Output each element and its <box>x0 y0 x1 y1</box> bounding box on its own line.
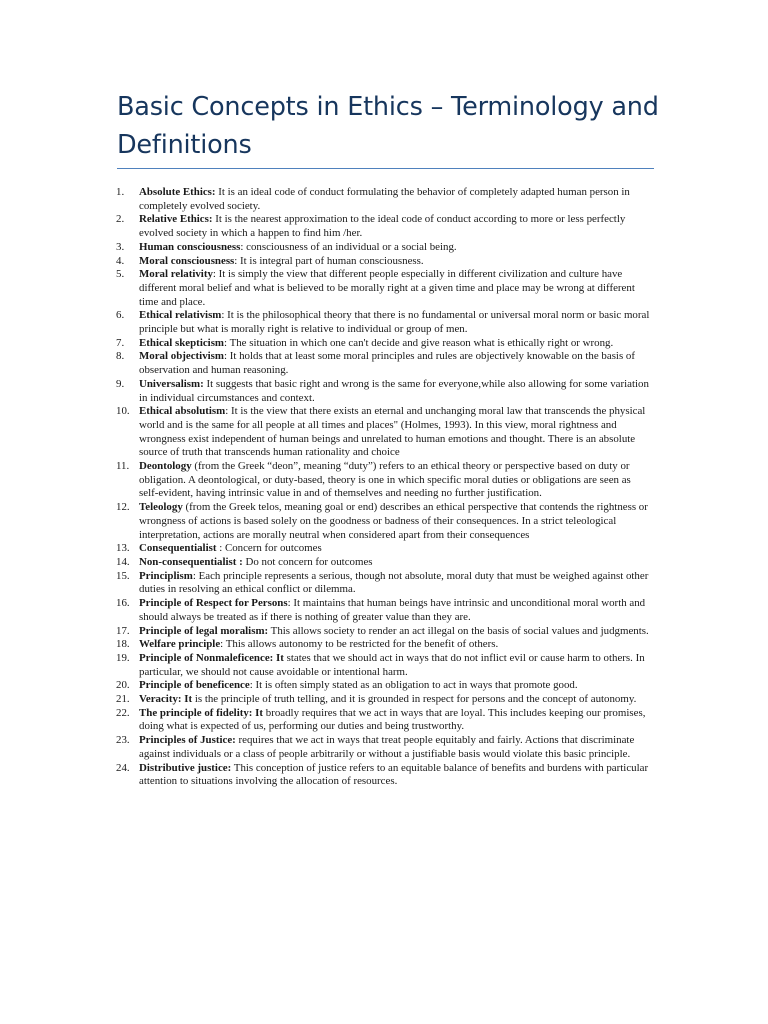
item-definition: : It is integral part of human consciousness. <box>234 254 424 267</box>
item-term: Teleology <box>139 501 183 514</box>
item-number: 19. <box>116 651 130 664</box>
item-number: 23. <box>116 734 130 747</box>
item-definition: : Each principle represents a serious, though not absolute, moral duty that must be weighed against other duties in resolving an ethical conflict or dilemma. <box>139 569 649 596</box>
item-term: Non-consequentialist : <box>139 555 243 568</box>
item-definition: : It is the philosophical theory that there is no fundamental or universal moral norm or basic moral principle but what is morally right is relative to individual or group of men. <box>139 309 650 336</box>
item-number: 2. <box>116 213 125 226</box>
item-term: Ethical relativism <box>139 309 222 322</box>
list-item <box>116 501 652 542</box>
list-item <box>116 556 652 570</box>
item-term: Moral consciousness <box>139 254 235 267</box>
item-number: 18. <box>116 638 130 651</box>
item-definition: This conception of justice refers to an equitable balance of benefits and burdens with particular attention to situations involving the allocation of resources. <box>139 761 649 788</box>
item-term: Principle of Respect for Persons <box>139 597 288 610</box>
item-term: Human consciousness <box>139 240 241 253</box>
item-definition: : It is simply the view that different people especially in different civilization and culture have different moral belief and what is believed to be morally right at a given time and place may be wrong at different time and place. <box>139 268 635 308</box>
item-term: Welfare principle <box>139 638 221 651</box>
list-item <box>116 679 652 693</box>
list-item <box>116 625 652 639</box>
item-term: Principle of legal moralism: <box>139 624 269 637</box>
item-definition: It is an ideal code of conduct formulating the behavior of completely adapted human person in completely evolved society. <box>139 186 630 212</box>
list-item <box>116 652 652 679</box>
list-item <box>116 378 652 405</box>
list-item <box>116 542 652 556</box>
item-term: Absolute Ethics: <box>139 186 216 198</box>
list-item <box>116 734 652 761</box>
item-definition: It suggests that basic right and wrong is the same for everyone,while also allowing for some variation in individual circumstances and context. <box>139 377 649 404</box>
item-definition: : It maintains that human beings have intrinsic and unconditional moral worth and should always be treated as if there is nothing of greater value than they are. <box>139 597 646 623</box>
item-term: Relative Ethics: <box>139 213 213 226</box>
page-title: Basic Concepts in Ethics – Terminology and Definitions <box>117 92 659 160</box>
item-number: 13. <box>116 542 130 555</box>
item-term: Principlism <box>139 569 193 582</box>
item-number: 4. <box>116 254 125 267</box>
item-definition: (from the Greek telos, meaning goal or end) describes an ethical perspective that contends the rightness or wrongness of actions is based solely on the goodness or badness of their consequences. In a strict teleological interpretation, actions are morally neutral when considered apart from their consequences <box>139 501 648 541</box>
list-item <box>116 255 652 269</box>
item-definition: is the principle of truth telling, and it is grounded in respect for persons and the concept of autonomy. <box>192 693 637 706</box>
list-item <box>116 213 652 240</box>
list-item <box>116 186 652 213</box>
item-definition: : This allows autonomy to be restricted for the benefit of others. <box>220 638 499 651</box>
item-term: Consequentialist <box>139 542 217 555</box>
item-number: 3. <box>116 240 125 253</box>
item-number: 21. <box>116 693 130 706</box>
item-number: 17. <box>116 624 130 637</box>
item-definition: broadly requires that we act in ways that are loyal. This includes keeping our promises, doing what is expected of us, performing our duties and being trustworthy. <box>139 706 646 733</box>
item-number: 20. <box>116 679 130 692</box>
item-term: Deontology <box>139 460 192 473</box>
item-term: Principle of Nonmaleficence: It <box>139 651 284 664</box>
item-definition: : It is often simply stated as an obligation to act in ways that promote good. <box>249 679 578 692</box>
item-number: 5. <box>116 268 125 281</box>
list-item <box>116 597 652 624</box>
list-item <box>116 707 652 734</box>
item-term: Principle of beneficence <box>139 679 250 692</box>
item-definition: states that we should act in ways that do not inflict evil or cause harm to others. In particular, we should not cause avoidable or intentional harm. <box>139 651 645 678</box>
item-definition: (from the Greek “deon”, meaning “duty”) refers to an ethical theory or perspective based on duty or obligation. A deontological, or duty-based, theory is one in which specific moral duties or obligations are seen as self-evident, having intrinsic value in and of themselves and needing no further justification. <box>139 460 631 500</box>
item-definition: : Concern for outcomes <box>216 542 322 555</box>
item-term: Moral relativity <box>139 268 213 281</box>
list-item <box>116 570 652 597</box>
item-number: 15. <box>116 569 130 582</box>
item-term: Ethical skepticism <box>139 336 225 349</box>
item-definition: requires that we act in ways that treat people equitably and fairly. Actions that discriminate against individuals or a class of people arbitrarily or without a justifiable basis would violate this basic principle. <box>139 734 635 760</box>
item-definition: : consciousness of an individual or a social being. <box>240 240 457 253</box>
item-number: 22. <box>116 706 130 719</box>
item-term: The principle of fidelity: It <box>139 706 264 719</box>
list-item <box>116 693 652 707</box>
list-item <box>116 638 652 652</box>
item-term: Universalism: <box>139 377 204 390</box>
item-term: Ethical absolutism <box>139 405 226 418</box>
item-number: 7. <box>116 336 125 349</box>
terminology-list <box>116 186 652 789</box>
list-item <box>116 241 652 255</box>
item-number: 1. <box>116 186 125 198</box>
item-term: Distributive justice: <box>139 761 232 774</box>
item-definition: This allows society to render an act illegal on the basis of social values and judgments. <box>268 624 649 637</box>
title-underline <box>117 168 654 169</box>
item-term: Veracity: It <box>139 693 193 706</box>
item-number: 14. <box>116 555 130 568</box>
item-number: 6. <box>116 309 125 322</box>
list-item <box>116 350 652 377</box>
item-number: 11. <box>116 460 130 473</box>
item-term: Principles of Justice: <box>139 734 236 747</box>
item-number: 9. <box>116 377 125 390</box>
list-item <box>116 405 652 460</box>
item-number: 16. <box>116 597 130 610</box>
list-item <box>116 460 652 501</box>
item-number: 12. <box>116 501 130 514</box>
list-item <box>116 337 652 351</box>
item-number: 8. <box>116 350 125 363</box>
list-item <box>116 268 652 309</box>
item-number: 10. <box>116 405 130 418</box>
item-definition: It is the nearest approximation to the ideal code of conduct according to more or less perfectly evolved society in which a happen to find him /her. <box>139 213 626 240</box>
item-number: 24. <box>116 761 130 774</box>
item-definition: : It holds that at least some moral principles and rules are objectively knowable on the basis of observation and human reasoning. <box>139 350 635 377</box>
list-item <box>116 309 652 336</box>
item-definition: : The situation in which one can't decide and give reason what is ethically right or wrong. <box>224 336 614 349</box>
item-term: Moral objectivism <box>139 350 224 363</box>
list-item <box>116 762 652 789</box>
item-definition: Do not concern for outcomes <box>242 555 373 568</box>
item-definition: : It is the view that there exists an eternal and unchanging moral law that transcends the physical world and is the same for all people at all times and places" (Holmes, 1993). In this view, moral rightness and wrongness exist independent of human beings and unrelated to human emotions and thought. There is an absolute source of truth that transcends human rationality and choice <box>139 405 646 459</box>
